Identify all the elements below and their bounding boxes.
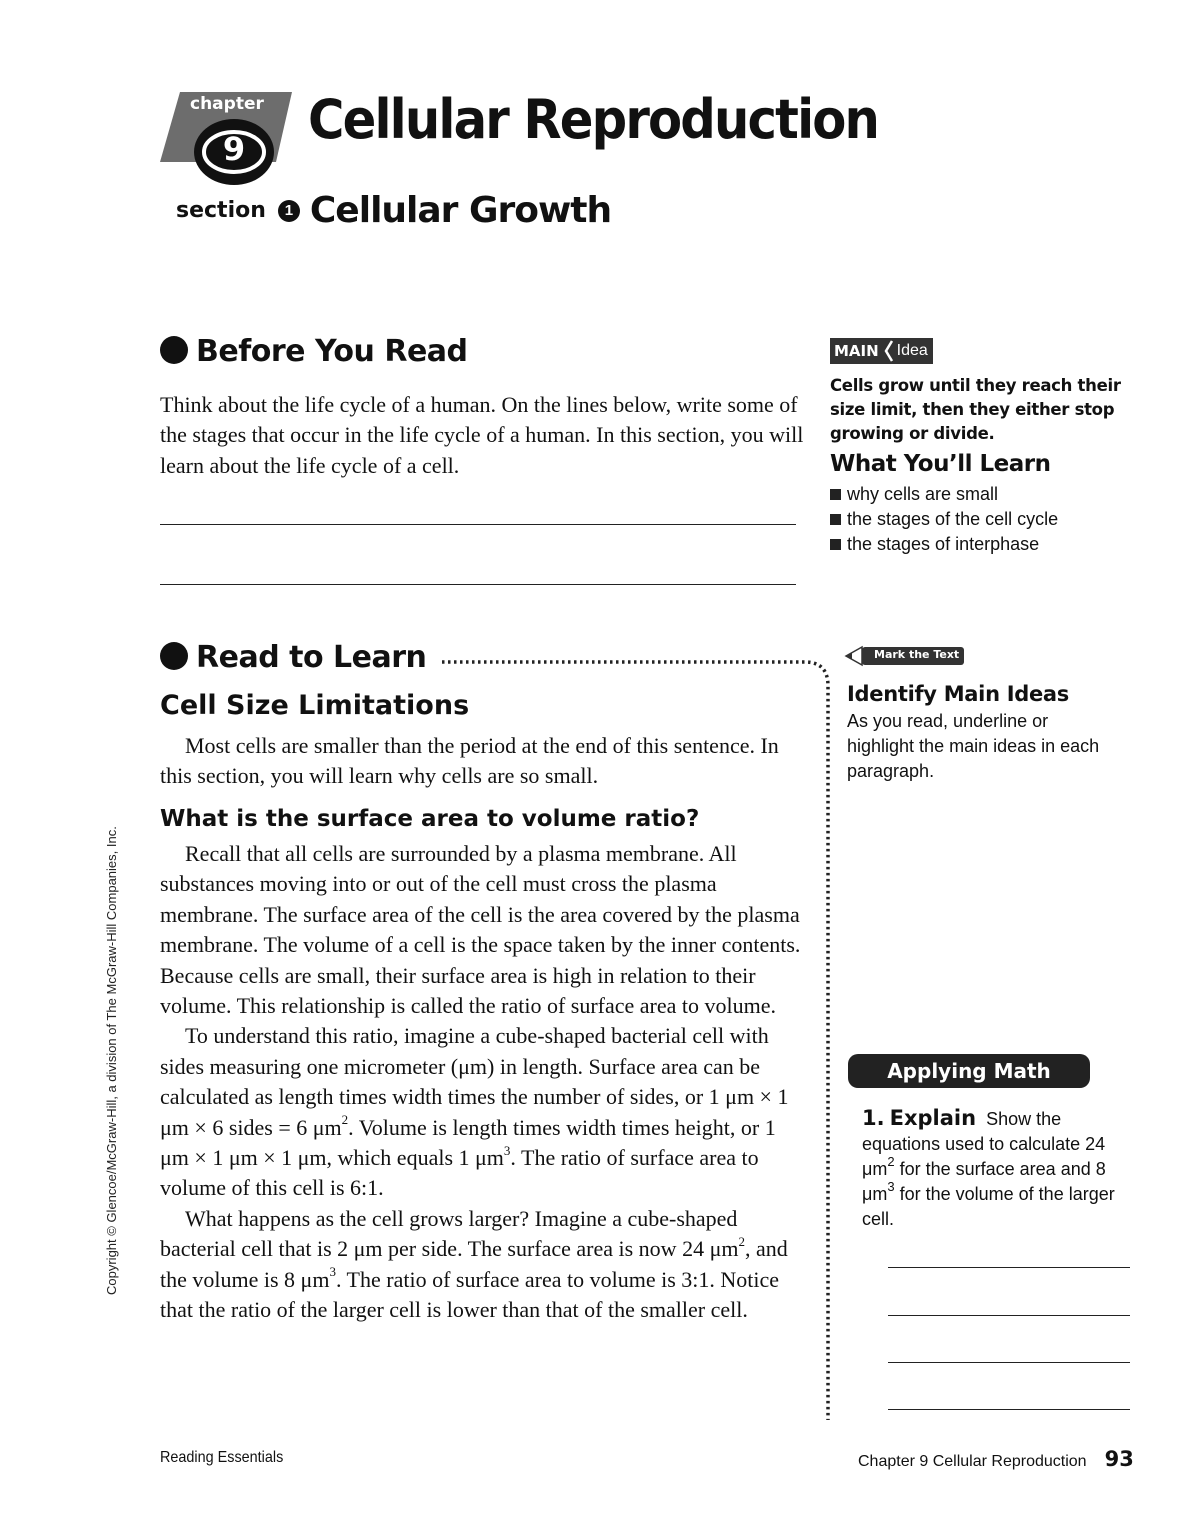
read-to-learn-heading	[160, 640, 426, 675]
what-youll-learn-heading: What You’ll Learn	[830, 451, 1051, 477]
page-number: 93	[1104, 1447, 1134, 1471]
copyright-notice: Copyright © Glencoe/McGraw-Hill, a division of The McGraw-Hill Companies, Inc.	[104, 826, 119, 1295]
cell-size-intro	[160, 731, 810, 792]
idea-label: Idea	[895, 338, 933, 364]
answer-line[interactable]	[160, 524, 796, 525]
paragraph-2: To understand this ratio, imagine a cube-shaped bacterial cell with sides measuring one micrometer (μm) in length. Surface area can be calculated as length times width times the number of sides, or 1 μm × 1 μm × 6 sides = 6 $\mu m^2$. Volume is length times width times height, or 1 μm × 1 μm × 1 μm, which equals 1 $\mu m^3$. The ratio of surface area to volume of this cell is 6:1.	[160, 1023, 789, 1201]
list-item: the stages of interphase	[830, 532, 1058, 557]
list-item: the stages of the cell cycle	[830, 507, 1058, 532]
identify-main-ideas-text: As you read, underline or highlight the main ideas in each paragraph.	[847, 711, 1100, 781]
list-item: why cells are small	[830, 482, 1058, 507]
bullet-icon	[160, 336, 188, 364]
mark-the-text-label: Mark the Text	[874, 648, 960, 661]
paragraph-3: What happens as the cell grows larger? Imagine a cube-shaped bacterial cell that is 2 μm per side. The surface area is now 24 $\mu m^2$, and the volume is 8 $\mu m^3$. The ratio of surface area to volume is 3:1. Notice that the ratio of the larger cell is lower than that of the smaller cell.	[160, 1205, 788, 1323]
answer-line[interactable]	[888, 1315, 1130, 1316]
footer-chapter-title: Chapter 9 Cellular Reproduction	[858, 1453, 1087, 1470]
chapter-title: Cellular Reproduction	[308, 88, 879, 151]
answer-line[interactable]	[888, 1362, 1130, 1363]
chapter-badge	[158, 90, 294, 190]
square-bullet-icon	[830, 489, 841, 500]
square-bullet-icon	[830, 539, 841, 550]
learn-list	[830, 482, 1058, 557]
section-number: 1	[278, 200, 300, 222]
identify-main-ideas-heading: Identify Main Ideas	[847, 682, 1069, 706]
main-label: MAIN	[830, 338, 883, 364]
question-1	[862, 1106, 1132, 1232]
footer-chapter	[858, 1447, 1134, 1471]
answer-line[interactable]	[888, 1409, 1130, 1410]
applying-math-banner: Applying Math	[848, 1054, 1090, 1088]
footer-book-title: Reading Essentials	[160, 1449, 284, 1466]
intro-paragraph: Most cells are smaller than the period at the end of this sentence. In this section, you will learn why cells are so small.	[160, 733, 779, 789]
answer-line[interactable]	[888, 1267, 1130, 1268]
cell-size-heading: Cell Size Limitations	[160, 690, 470, 721]
chapter-number: 9	[222, 130, 246, 168]
question-text: Show the equations used to calculate 24 $\mu m^2$ for the surface area and 8 $\mu m^3$ for the volume of the larger cell.	[862, 1109, 1115, 1229]
bullet-icon	[160, 642, 188, 670]
question-verb: Explain	[889, 1106, 977, 1130]
answer-line[interactable]	[160, 584, 796, 585]
before-you-read-text: Think about the life cycle of a human. On the lines below, write some of the stages that occur in the life cycle of a human. In this section, you will learn about the life cycle of a cell.	[160, 392, 804, 478]
mark-the-text-badge	[844, 644, 966, 668]
section-line	[176, 190, 611, 231]
chevron-left-icon	[883, 338, 895, 364]
main-idea-badge	[830, 338, 933, 364]
before-you-read-label: Before You Read	[196, 334, 468, 369]
main-body-text	[160, 839, 810, 1326]
section-word: section	[176, 198, 266, 223]
section-title: Cellular Growth	[309, 190, 612, 231]
square-bullet-icon	[830, 514, 841, 525]
read-to-learn-label: Read to Learn	[196, 640, 427, 675]
question-number: 1.	[862, 1106, 885, 1130]
paragraph-1: Recall that all cells are surrounded by a plasma membrane. All substances moving into or out of the cell must cross the plasma membrane. The surface area of the cell is the area covered by the plasma membrane. The volume of a cell is the space taken by the inner contents. Because cells are small, their surface area is high in relation to their volume. This relationship is called the ratio of surface area to volume.	[160, 841, 801, 1019]
question-heading: What is the surface area to volume ratio?	[160, 806, 700, 832]
chapter-label: chapter	[190, 94, 264, 114]
main-idea-text: Cells grow until they reach their size limit, then they either stop growing or divide.	[830, 376, 1121, 443]
before-you-read-heading	[160, 334, 468, 369]
